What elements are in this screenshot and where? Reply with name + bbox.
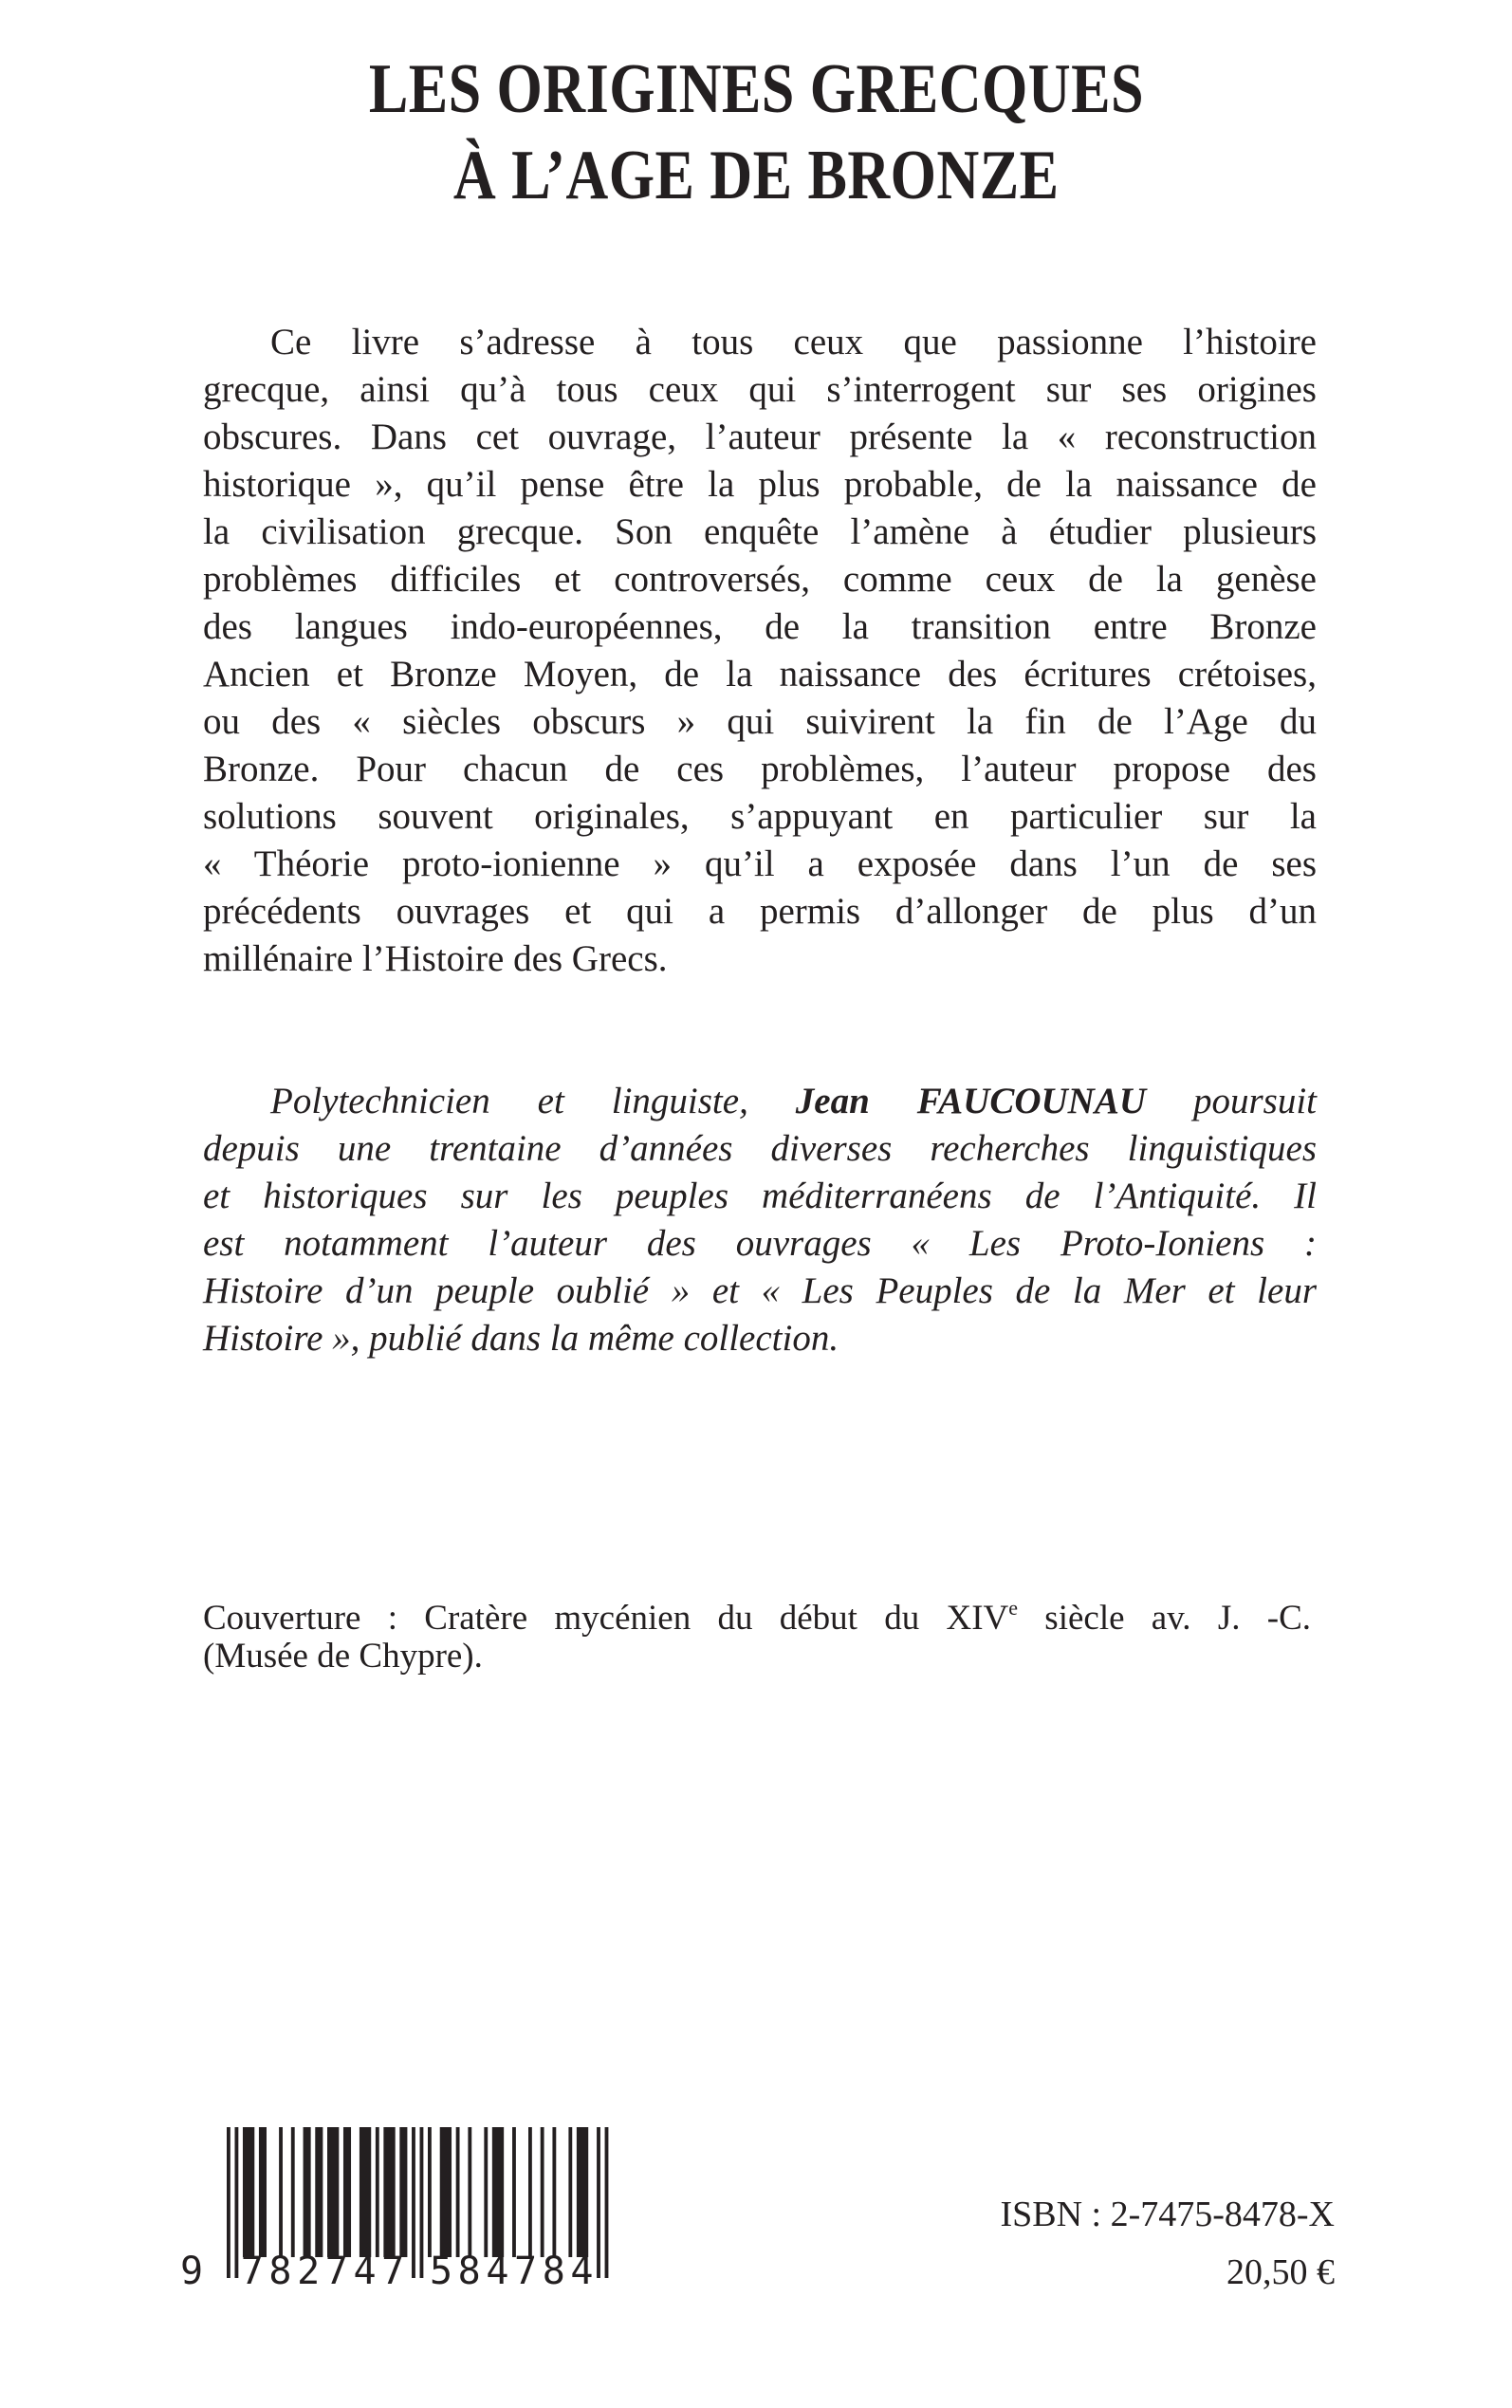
author-bio-line: est notamment l’auteur des ouvrages « Les Proto-Ioniens : bbox=[203, 1223, 1317, 1264]
svg-text:8: 8 bbox=[457, 2250, 481, 2293]
description-line: solutions souvent originales, s’appuyant en particulier sur la bbox=[203, 796, 1317, 837]
svg-text:2: 2 bbox=[297, 2250, 321, 2293]
svg-text:9: 9 bbox=[180, 2250, 204, 2293]
svg-text:4: 4 bbox=[353, 2250, 377, 2293]
cover-caption-line-1 bbox=[203, 1596, 1311, 1638]
svg-text:7: 7 bbox=[381, 2250, 405, 2293]
author-bio-line: Histoire », publié dans la même collection. bbox=[203, 1318, 839, 1359]
svg-text:8: 8 bbox=[268, 2250, 292, 2293]
svg-text:4: 4 bbox=[486, 2250, 509, 2293]
ean13-barcode bbox=[171, 2116, 626, 2306]
description-line: des langues indo-européennes, de la transition entre Bronze bbox=[203, 606, 1317, 647]
book-title-text-1: LES ORIGINES GRECQUES bbox=[368, 50, 1144, 128]
cover-caption-line-2: (Musée de Chypre). bbox=[203, 1637, 483, 1676]
price: 20,50 € bbox=[1226, 2252, 1335, 2292]
author-bio-line: depuis une trentaine d’années diverses recherches linguistiques bbox=[203, 1128, 1317, 1169]
description-line: obscures. Dans cet ouvrage, l’auteur présente la « reconstruction bbox=[203, 417, 1317, 457]
author-bio-intro: Polytechnicien et linguiste, bbox=[270, 1081, 748, 1121]
book-title-line-2 bbox=[0, 138, 1512, 213]
description-line: Ancien et Bronze Moyen, de la naissance des écritures crétoises, bbox=[203, 654, 1317, 695]
author-bio-continuation: poursuit bbox=[1192, 1081, 1318, 1121]
description-line: Ce livre s’adresse à tous ceux que passionne l’histoire bbox=[270, 322, 1317, 362]
author-bio-line bbox=[270, 1078, 1317, 1125]
description-line: historique », qu’il pense être la plus probable, de la naissance de bbox=[203, 464, 1317, 505]
svg-text:7: 7 bbox=[240, 2250, 264, 2293]
svg-text:7: 7 bbox=[514, 2250, 538, 2293]
book-title-line-1 bbox=[0, 51, 1512, 127]
description-line: « Théorie proto-ionienne » qu’il a exposée dans l’un de ses bbox=[203, 843, 1317, 884]
cover-caption-text: Couverture : Cratère mycénien du début du XIV bbox=[203, 1599, 1009, 1638]
isbn-number: ISBN : 2-7475-8478-X bbox=[1000, 2195, 1335, 2234]
svg-text:4: 4 bbox=[570, 2250, 594, 2293]
description-line: millénaire l’Histoire des Grecs. bbox=[203, 938, 668, 979]
author-name: Jean FAUCOUNAU bbox=[795, 1081, 1147, 1121]
svg-text:8: 8 bbox=[542, 2250, 565, 2293]
description-line: grecque, ainsi qu’à tous ceux qui s’interrogent sur ses origines bbox=[203, 369, 1317, 410]
description-line: problèmes difficiles et controversés, comme ceux de la genèse bbox=[203, 559, 1317, 600]
description-line: la civilisation grecque. Son enquête l’amène à étudier plusieurs bbox=[203, 511, 1317, 552]
description-line: Bronze. Pour chacun de ces problèmes, l’auteur propose des bbox=[203, 749, 1317, 789]
century-ordinal: e bbox=[1008, 1596, 1019, 1620]
book-title-text-2: À L’AGE DE BRONZE bbox=[452, 137, 1060, 214]
description-line: précédents ouvrages et qui a permis d’allonger de plus d’un bbox=[203, 891, 1317, 932]
cover-caption-text-end: siècle av. J. -C. bbox=[1018, 1599, 1311, 1638]
author-bio-line: et historiques sur les peuples méditerranéens de l’Antiquité. Il bbox=[203, 1176, 1317, 1216]
description-line: ou des « siècles obscurs » qui suivirent la fin de l’Age du bbox=[203, 701, 1317, 742]
svg-text:5: 5 bbox=[430, 2250, 453, 2293]
svg-text:7: 7 bbox=[324, 2250, 348, 2293]
author-bio-line: Histoire d’un peuple oublié » et « Les Peuples de la Mer et leur bbox=[203, 1270, 1317, 1311]
barcode-bars bbox=[171, 2116, 626, 2306]
